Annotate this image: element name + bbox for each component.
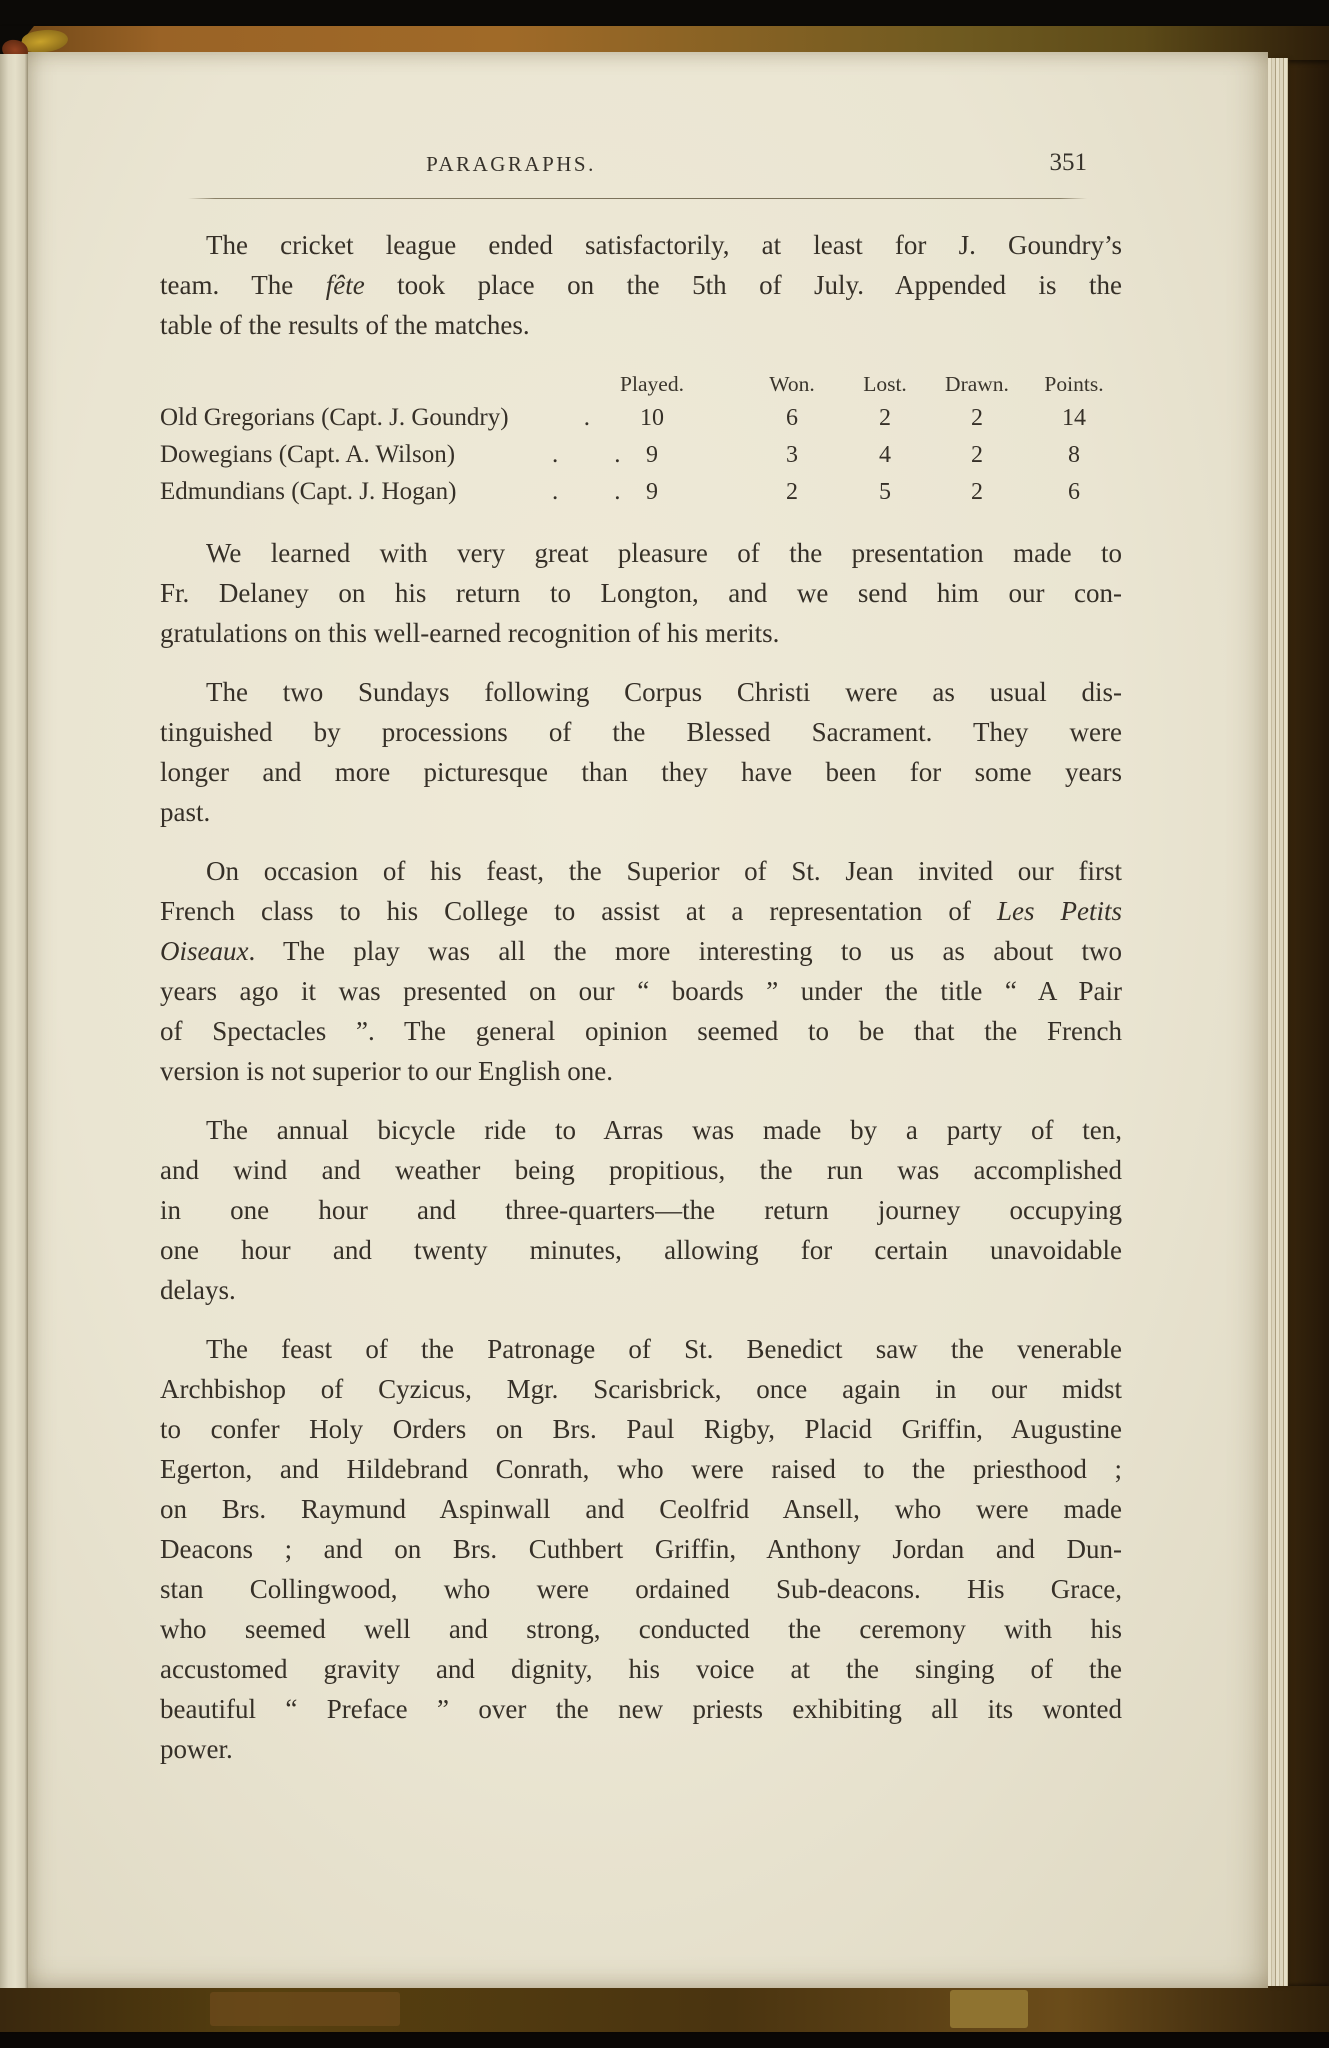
text-line: team. The fête took place on the 5th of July. Appended is the	[160, 270, 1122, 300]
book-page	[28, 52, 1268, 1988]
text-line: stan Collingwood, who were ordained Sub-deacons. His Grace,	[160, 1574, 1122, 1604]
text-line: power.	[160, 1734, 233, 1764]
text-line: version is not superior to our English one.	[160, 1056, 613, 1086]
text-line: The two Sundays following Corpus Christi were as usual dis-	[206, 677, 1122, 707]
paragraph	[160, 1110, 1122, 1310]
table-row	[160, 472, 1122, 509]
table-cell: 2	[879, 405, 891, 431]
paragraph	[160, 672, 1122, 832]
text-line: delays.	[160, 1275, 236, 1305]
table-cell: 6	[786, 405, 798, 431]
results-table	[160, 364, 1122, 509]
text-line: of Spectacles ”. The general opinion seemed to be that the French	[160, 1016, 1122, 1046]
table-cell: . .	[552, 441, 623, 468]
table-cell: Won.	[769, 372, 815, 396]
text-line: Deacons ; and on Brs. Cuthbert Griffin, Anthony Jordan and Dun-	[160, 1534, 1122, 1564]
table-row	[160, 398, 1122, 435]
running-head	[160, 149, 1122, 182]
table-cell: 8	[1068, 442, 1080, 468]
text-line: tinguished by processions of the Blessed Sacrament. They were	[160, 717, 1122, 747]
page-stack-left-edge	[0, 54, 28, 1988]
header-rule	[188, 198, 1087, 199]
text-line: table of the results of the matches.	[160, 310, 530, 340]
table-cell: 14	[1062, 405, 1086, 431]
table-cell: 6	[1068, 479, 1080, 505]
table-cell: .	[583, 404, 592, 431]
leather-wear-patch	[950, 1990, 1028, 2028]
table-header-row	[160, 364, 1122, 398]
text-line: Archbishop of Cyzicus, Mgr. Scarisbrick, once again in our midst	[160, 1374, 1122, 1404]
page-stack-right-edge	[1268, 58, 1288, 1986]
table-cell: 9	[646, 442, 658, 468]
table-cell: Dowegians (Capt. A. Wilson)	[160, 441, 456, 468]
leather-wear-patch	[210, 1992, 400, 2026]
table-cell: Points.	[1044, 372, 1104, 396]
text-block	[160, 149, 1122, 1788]
table-cell: 2	[971, 479, 983, 505]
table-cell: Lost.	[863, 372, 907, 396]
intro-paragraph	[160, 225, 1122, 345]
table-cell: Edmundians (Capt. J. Hogan)	[160, 478, 457, 505]
table-cell: 3	[786, 442, 798, 468]
text-line: years ago it was presented on our “ boards ” under the title “ A Pair	[160, 976, 1122, 1006]
body-text	[160, 225, 1122, 1769]
text-line: The cricket league ended satisfactorily, at least for J. Goundry’s	[206, 230, 1122, 260]
text-line: French class to his College to assist at a representation of Les Petits	[160, 896, 1122, 926]
text-line: The feast of the Patronage of St. Benedict saw the venerable	[206, 1334, 1122, 1364]
paragraph	[160, 1329, 1122, 1769]
table-cell: 2	[971, 405, 983, 431]
text-line: On occasion of his feast, the Superior of St. Jean invited our first	[206, 856, 1122, 886]
text-line: one hour and twenty minutes, allowing for certain unavoidable	[160, 1235, 1122, 1265]
paragraph	[160, 851, 1122, 1091]
table-row	[160, 435, 1122, 472]
text-line: and wind and weather being propitious, the run was accomplished	[160, 1155, 1122, 1185]
table-cell: 4	[879, 442, 891, 468]
text-line: to confer Holy Orders on Brs. Paul Rigby, Placid Griffin, Augustine	[160, 1414, 1122, 1444]
text-line: accustomed gravity and dignity, his voice at the singing of the	[160, 1654, 1122, 1684]
table-cell: 2	[786, 479, 798, 505]
paragraph	[160, 533, 1122, 653]
table-cell: 9	[646, 479, 658, 505]
text-line: past.	[160, 797, 211, 827]
text-line: Egerton, and Hildebrand Conrath, who were raised to the priesthood ;	[160, 1454, 1122, 1484]
text-line: on Brs. Raymund Aspinwall and Ceolfrid Ansell, who were made	[160, 1494, 1122, 1524]
page-title: PARAGRAPHS.	[426, 152, 596, 176]
table-cell: Drawn.	[945, 372, 1009, 396]
text-line: gratulations on this well-earned recognition of his merits.	[160, 618, 780, 648]
table-cell: . .	[552, 478, 623, 505]
page-number: 351	[1049, 149, 1087, 176]
text-line: Fr. Delaney on his return to Longton, and we send him our con-	[160, 578, 1122, 608]
table-cell: 2	[971, 442, 983, 468]
text-line: longer and more picturesque than they have been for some years	[160, 757, 1122, 787]
text-line: The annual bicycle ride to Arras was made by a party of ten,	[206, 1115, 1122, 1145]
table-cell: Old Gregorians (Capt. J. Goundry)	[160, 404, 509, 431]
text-line: Oiseaux. The play was all the more interesting to us as about two	[160, 936, 1122, 966]
table-cell: Played.	[620, 372, 684, 396]
table-cell: 10	[640, 405, 664, 431]
text-line: beautiful “ Preface ” over the new priests exhibiting all its wonted	[160, 1694, 1122, 1724]
table-cell: 5	[879, 479, 891, 505]
text-line: We learned with very great pleasure of the presentation made to	[206, 538, 1122, 568]
text-line: in one hour and three-quarters—the return journey occupying	[160, 1195, 1122, 1225]
paragraph-list	[160, 533, 1122, 1769]
text-line: who seemed well and strong, conducted the ceremony with his	[160, 1614, 1122, 1644]
book-bottom-edge	[0, 1986, 1329, 2032]
